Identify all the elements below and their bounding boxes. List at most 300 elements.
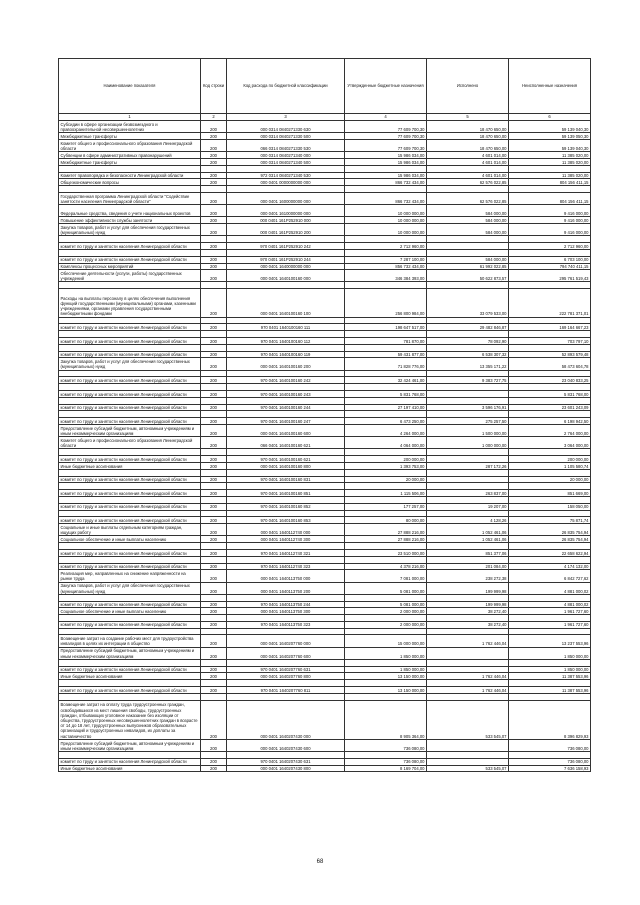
row-approved-amount: 346 384 393,00 bbox=[345, 270, 427, 282]
table-row bbox=[59, 224, 591, 236]
row-approved-amount: 736 080,00 bbox=[345, 739, 427, 751]
row-unexecuted-amount: 4 881 000,02 bbox=[509, 601, 591, 608]
row-indicator-name bbox=[59, 449, 201, 456]
row-budget-code: 000 0401 161P252910 000 bbox=[227, 217, 345, 224]
row-line-code: 200 bbox=[201, 205, 227, 217]
row-budget-code: 000 0401 1600000000 000 bbox=[227, 192, 345, 204]
row-executed-amount: 584 000,00 bbox=[427, 217, 509, 224]
table-row bbox=[59, 377, 591, 384]
row-executed-amount bbox=[427, 186, 509, 193]
row-line-code: 200 bbox=[201, 358, 227, 370]
row-line-code bbox=[201, 331, 227, 338]
table-row bbox=[59, 582, 591, 594]
row-unexecuted-amount bbox=[509, 384, 591, 391]
row-budget-code: 970 0401 1640100160 851 bbox=[227, 490, 345, 497]
row-indicator-name: Возмещение затрат на оплату труда трудоустроенных граждан, освободившихся из мест лишения свободы, трудоустроенных граждан, отбывающих уголовное наказание без изоляции от общества, трудоустроенных несовершеннолетних граждан в возрасте от 14 до 18 лет, трудоустроенных выпускников образовательных организаций и трудоустроенных инвалидов, их доплаты за наставничество bbox=[59, 700, 201, 739]
row-unexecuted-amount: 23 040 833,25 bbox=[509, 377, 591, 384]
row-line-code: 200 bbox=[201, 121, 227, 133]
row-budget-code bbox=[227, 165, 345, 172]
row-executed-amount: 33 079 533,00 bbox=[427, 289, 509, 317]
row-indicator-name: Субвенции в сфере административных правонарушений bbox=[59, 152, 201, 159]
table-row bbox=[59, 391, 591, 398]
row-unexecuted-amount: 9 416 000,00 bbox=[509, 205, 591, 217]
row-indicator-name bbox=[59, 370, 201, 377]
row-indicator-name: комитет по труду и занятости населения Ленинградской области bbox=[59, 621, 201, 628]
row-executed-amount bbox=[427, 556, 509, 563]
row-budget-code: 970 0401 1640100160 247 bbox=[227, 418, 345, 425]
row-budget-code: 000 0401 1640100160 800 bbox=[227, 462, 345, 469]
row-unexecuted-amount bbox=[509, 282, 591, 289]
column-number-row bbox=[59, 114, 591, 121]
row-unexecuted-amount: 75 871,74 bbox=[509, 517, 591, 524]
row-budget-code: 970 0401 1640100160 831 bbox=[227, 476, 345, 483]
row-budget-code: 000 0401 1640207760 800 bbox=[227, 673, 345, 680]
row-approved-amount: 736 080,00 bbox=[345, 758, 427, 765]
row-executed-amount: 584 000,00 bbox=[427, 224, 509, 236]
row-budget-code: 000 0401 1640207430 800 bbox=[227, 765, 345, 772]
row-executed-amount bbox=[427, 680, 509, 687]
table-row bbox=[59, 397, 591, 404]
row-indicator-name: комитет по труду и занятости населения Ленинградской области bbox=[59, 324, 201, 331]
table-row bbox=[59, 205, 591, 217]
table-row bbox=[59, 496, 591, 503]
row-approved-amount bbox=[345, 370, 427, 377]
row-unexecuted-amount bbox=[509, 659, 591, 666]
row-approved-amount: 200 000,00 bbox=[345, 456, 427, 463]
row-approved-amount bbox=[345, 752, 427, 759]
row-budget-code bbox=[227, 186, 345, 193]
row-line-code bbox=[201, 543, 227, 550]
row-indicator-name bbox=[59, 659, 201, 666]
row-unexecuted-amount: 59 139 050,30 bbox=[509, 133, 591, 140]
row-indicator-name: комитет по труду и занятости населения Ленинградской области bbox=[59, 517, 201, 524]
row-indicator-name bbox=[59, 384, 201, 391]
row-indicator-name: комитет по труду и занятости населения Ленинградской области bbox=[59, 549, 201, 556]
row-executed-amount bbox=[427, 331, 509, 338]
row-budget-code: 970 0401 1640100160 244 bbox=[227, 404, 345, 411]
row-executed-amount bbox=[427, 659, 509, 666]
table-row bbox=[59, 449, 591, 456]
row-unexecuted-amount: 6 703 100,00 bbox=[509, 256, 591, 263]
row-budget-code: 066 0401 1640100160 621 bbox=[227, 437, 345, 449]
row-indicator-name: комитет по труду и занятости населения Ленинградской области bbox=[59, 377, 201, 384]
row-line-code bbox=[201, 693, 227, 700]
row-line-code bbox=[201, 282, 227, 289]
row-unexecuted-amount: 804 156 411,15 bbox=[509, 179, 591, 186]
row-executed-amount: 4 601 014,00 bbox=[427, 152, 509, 159]
table-row bbox=[59, 263, 591, 270]
row-executed-amount: 50 622 873,57 bbox=[427, 270, 509, 282]
row-budget-code: 000 0401 1640000000 000 bbox=[227, 263, 345, 270]
row-executed-amount bbox=[427, 397, 509, 404]
row-budget-code: 000 0401 1640207760 600 bbox=[227, 647, 345, 659]
row-executed-amount bbox=[427, 543, 509, 550]
row-approved-amount: 8 169 704,00 bbox=[345, 765, 427, 772]
row-budget-code: 970 0401 1640100160 853 bbox=[227, 517, 345, 524]
row-indicator-name bbox=[59, 331, 201, 338]
row-unexecuted-amount bbox=[509, 693, 591, 700]
row-executed-amount: 275 257,50 bbox=[427, 418, 509, 425]
row-executed-amount: 584 000,00 bbox=[427, 256, 509, 263]
row-unexecuted-amount bbox=[509, 449, 591, 456]
row-approved-amount: 80 000,00 bbox=[345, 517, 427, 524]
row-executed-amount: 533 545,07 bbox=[427, 765, 509, 772]
row-line-code bbox=[201, 344, 227, 351]
row-unexecuted-amount bbox=[509, 344, 591, 351]
table-row bbox=[59, 192, 591, 204]
row-indicator-name: Предоставление субсидий бюджетным, автономным учреждениям и иным некоммерческим организациям bbox=[59, 425, 201, 437]
row-line-code: 200 bbox=[201, 437, 227, 449]
row-indicator-name: Комитет общего и профессионального образования Ленинградской области bbox=[59, 139, 201, 151]
table-row bbox=[59, 549, 591, 556]
row-unexecuted-amount bbox=[509, 680, 591, 687]
table-row bbox=[59, 469, 591, 476]
row-indicator-name: Комитет правопорядка и безопасности Ленинградской области bbox=[59, 172, 201, 179]
row-budget-code: 970 0401 1640100160 119 bbox=[227, 351, 345, 358]
table-row bbox=[59, 370, 591, 377]
row-executed-amount: 1 762 446,04 bbox=[427, 635, 509, 647]
row-line-code: 200 bbox=[201, 158, 227, 165]
table-row bbox=[59, 490, 591, 497]
row-indicator-name: комитет по труду и занятости населения Ленинградской области bbox=[59, 563, 201, 570]
row-line-code: 200 bbox=[201, 666, 227, 673]
row-approved-amount bbox=[345, 615, 427, 622]
row-indicator-name bbox=[59, 469, 201, 476]
row-budget-code bbox=[227, 469, 345, 476]
row-budget-code: 970 0401 1640100160 112 bbox=[227, 338, 345, 345]
row-unexecuted-amount: 6 842 727,62 bbox=[509, 570, 591, 582]
row-indicator-name: Иные бюджетные ассигнования bbox=[59, 673, 201, 680]
row-budget-code bbox=[227, 615, 345, 622]
row-unexecuted-amount: 736 080,00 bbox=[509, 739, 591, 751]
table-row bbox=[59, 536, 591, 543]
row-approved-amount: 866 732 434,00 bbox=[345, 192, 427, 204]
row-budget-code bbox=[227, 249, 345, 256]
row-approved-amount: 27 888 216,00 bbox=[345, 536, 427, 543]
row-executed-amount: 38 272,40 bbox=[427, 608, 509, 615]
table-row bbox=[59, 687, 591, 694]
row-line-code: 200 bbox=[201, 224, 227, 236]
row-line-code: 200 bbox=[201, 456, 227, 463]
row-indicator-name: комитет по труду и занятости населения Ленинградской области bbox=[59, 404, 201, 411]
row-budget-code: 000 0401 1640113750 300 bbox=[227, 608, 345, 615]
row-approved-amount: 6 473 250,00 bbox=[345, 418, 427, 425]
table-body bbox=[59, 121, 591, 772]
row-budget-code bbox=[227, 236, 345, 243]
row-approved-amount: 4 378 216,00 bbox=[345, 563, 427, 570]
row-indicator-name bbox=[59, 556, 201, 563]
table-row bbox=[59, 289, 591, 317]
row-line-code bbox=[201, 449, 227, 456]
table-row bbox=[59, 517, 591, 524]
row-executed-amount bbox=[427, 752, 509, 759]
row-budget-code: 000 0401 1640207430 600 bbox=[227, 739, 345, 751]
table-row bbox=[59, 700, 591, 739]
row-line-code: 200 bbox=[201, 351, 227, 358]
row-line-code bbox=[201, 483, 227, 490]
row-approved-amount: 4 264 000,00 bbox=[345, 425, 427, 437]
row-line-code: 200 bbox=[201, 192, 227, 204]
table-row bbox=[59, 543, 591, 550]
row-unexecuted-amount: 59 139 040,30 bbox=[509, 121, 591, 133]
row-unexecuted-amount bbox=[509, 370, 591, 377]
row-approved-amount: 13 150 000,00 bbox=[345, 673, 427, 680]
row-line-code: 200 bbox=[201, 549, 227, 556]
table-row bbox=[59, 483, 591, 490]
row-budget-code: 970 0401 1640112740 323 bbox=[227, 563, 345, 570]
row-budget-code bbox=[227, 659, 345, 666]
row-line-code: 200 bbox=[201, 758, 227, 765]
row-indicator-name bbox=[59, 165, 201, 172]
row-indicator-name: Государственная программа Ленинградской области "Содействие занятости населения Ленинградской области" bbox=[59, 192, 201, 204]
row-unexecuted-amount: 851 669,00 bbox=[509, 490, 591, 497]
row-budget-code: 000 0401 1640100160 100 bbox=[227, 289, 345, 317]
row-approved-amount bbox=[345, 543, 427, 550]
row-budget-code: 000 0401 1610000000 000 bbox=[227, 205, 345, 217]
row-line-code bbox=[201, 680, 227, 687]
row-line-code bbox=[201, 236, 227, 243]
row-unexecuted-amount: 13 237 553,96 bbox=[509, 635, 591, 647]
row-line-code: 200 bbox=[201, 425, 227, 437]
row-indicator-name: Социальное обеспечение и иные выплаты населению bbox=[59, 536, 201, 543]
row-line-code: 200 bbox=[201, 338, 227, 345]
row-executed-amount: 3 596 176,91 bbox=[427, 404, 509, 411]
row-unexecuted-amount bbox=[509, 397, 591, 404]
table-row bbox=[59, 476, 591, 483]
row-budget-code: 970 0401 1640100160 852 bbox=[227, 503, 345, 510]
row-approved-amount bbox=[345, 186, 427, 193]
row-approved-amount: 15 986 034,00 bbox=[345, 172, 427, 179]
row-indicator-name: Реализация мер, направленных на снижение напряженности на рынке труда bbox=[59, 570, 201, 582]
row-budget-code: 000 0401 161P252910 200 bbox=[227, 224, 345, 236]
header-line-code: Код строки bbox=[201, 59, 227, 114]
row-indicator-name: комитет по труду и занятости населения Ленинградской области bbox=[59, 338, 201, 345]
column-number: 1 bbox=[59, 114, 201, 121]
row-budget-code bbox=[227, 510, 345, 517]
row-approved-amount bbox=[345, 384, 427, 391]
row-indicator-name bbox=[59, 186, 201, 193]
row-line-code: 200 bbox=[201, 601, 227, 608]
row-executed-amount: 6 538 307,32 bbox=[427, 351, 509, 358]
row-approved-amount: 1 393 753,00 bbox=[345, 462, 427, 469]
row-line-code bbox=[201, 411, 227, 418]
row-budget-code: 970 0401 1640100160 621 bbox=[227, 456, 345, 463]
row-approved-amount: 7 287 100,00 bbox=[345, 256, 427, 263]
row-executed-amount bbox=[427, 647, 509, 659]
row-indicator-name: Федеральные средства, сведения о учете национальных проектов bbox=[59, 205, 201, 217]
row-line-code: 200 bbox=[201, 739, 227, 751]
row-indicator-name bbox=[59, 680, 201, 687]
row-line-code bbox=[201, 594, 227, 601]
row-indicator-name: Межбюджетные трансферты bbox=[59, 158, 201, 165]
row-approved-amount: 15 000 000,00 bbox=[345, 635, 427, 647]
row-approved-amount bbox=[345, 659, 427, 666]
row-executed-amount: 201 084,00 bbox=[427, 563, 509, 570]
row-unexecuted-amount: 804 156 411,15 bbox=[509, 192, 591, 204]
row-approved-amount bbox=[345, 628, 427, 635]
row-executed-amount bbox=[427, 510, 509, 517]
row-indicator-name bbox=[59, 397, 201, 404]
row-budget-code bbox=[227, 282, 345, 289]
row-executed-amount: 851 377,06 bbox=[427, 549, 509, 556]
row-budget-code: 000 0401 1640207760 000 bbox=[227, 635, 345, 647]
row-approved-amount: 5 081 000,00 bbox=[345, 582, 427, 594]
header-executed: Исполнено bbox=[427, 59, 509, 114]
row-line-code: 200 bbox=[201, 582, 227, 594]
row-indicator-name: комитет по труду и занятости населения Ленинградской области bbox=[59, 391, 201, 398]
row-approved-amount: 10 000 000,00 bbox=[345, 205, 427, 217]
row-budget-code: 000 0314 0840271340 000 bbox=[227, 152, 345, 159]
row-indicator-name: Предоставление субсидий бюджетным, автономным учреждениям и иным некоммерческим организациям bbox=[59, 739, 201, 751]
row-approved-amount bbox=[345, 483, 427, 490]
table-row bbox=[59, 615, 591, 622]
row-indicator-name: комитет по труду и занятости населения Ленинградской области bbox=[59, 758, 201, 765]
row-line-code: 200 bbox=[201, 391, 227, 398]
row-line-code: 200 bbox=[201, 647, 227, 659]
row-approved-amount: 5 081 000,00 bbox=[345, 601, 427, 608]
row-executed-amount: 1 762 446,04 bbox=[427, 673, 509, 680]
header-approved: Утвержденные бюджетные назначения bbox=[345, 59, 427, 114]
row-indicator-name: Закупка товаров, работ и услуг для обеспечения государственных (муниципальных) нужд bbox=[59, 358, 201, 370]
row-approved-amount: 866 732 434,00 bbox=[345, 179, 427, 186]
row-budget-code: 066 0314 0840271330 530 bbox=[227, 139, 345, 151]
row-budget-code: 000 0401 1640100160 200 bbox=[227, 358, 345, 370]
row-unexecuted-amount: 3 064 000,00 bbox=[509, 437, 591, 449]
row-indicator-name: комитет по труду и занятости населения Ленинградской области bbox=[59, 490, 201, 497]
table-row bbox=[59, 456, 591, 463]
row-executed-amount: 287 172,26 bbox=[427, 462, 509, 469]
row-unexecuted-amount bbox=[509, 752, 591, 759]
table-row bbox=[59, 384, 591, 391]
row-indicator-name bbox=[59, 752, 201, 759]
row-budget-code bbox=[227, 680, 345, 687]
row-approved-amount bbox=[345, 449, 427, 456]
row-indicator-name bbox=[59, 249, 201, 256]
row-approved-amount: 2 000 000,00 bbox=[345, 608, 427, 615]
table-row bbox=[59, 331, 591, 338]
row-budget-code: 000 0401 1640113750 000 bbox=[227, 570, 345, 582]
table-row bbox=[59, 282, 591, 289]
row-approved-amount: 256 800 984,00 bbox=[345, 289, 427, 317]
row-line-code bbox=[201, 249, 227, 256]
table-row bbox=[59, 765, 591, 772]
row-budget-code: 000 0401 1640112740 300 bbox=[227, 536, 345, 543]
row-approved-amount: 8 905 364,00 bbox=[345, 700, 427, 739]
row-executed-amount: 1 052 461,06 bbox=[427, 536, 509, 543]
table-row bbox=[59, 510, 591, 517]
row-executed-amount bbox=[427, 693, 509, 700]
row-unexecuted-amount bbox=[509, 615, 591, 622]
table-row bbox=[59, 601, 591, 608]
row-indicator-name: комитет по труду и занятости населения Ленинградской области bbox=[59, 666, 201, 673]
row-indicator-name: Субсидии в сфере организации безвозмездного и правоохранительной несовершеннолетних bbox=[59, 121, 201, 133]
row-approved-amount bbox=[345, 249, 427, 256]
row-indicator-name bbox=[59, 594, 201, 601]
row-indicator-name: Комитет общего и профессионального образования Ленинградской области bbox=[59, 437, 201, 449]
row-approved-amount: 13 150 000,00 bbox=[345, 687, 427, 694]
row-unexecuted-amount: 7 636 158,93 bbox=[509, 765, 591, 772]
table-row bbox=[59, 270, 591, 282]
row-indicator-name: Общеэкономические вопросы bbox=[59, 179, 201, 186]
budget-execution-table bbox=[58, 58, 591, 772]
row-budget-code bbox=[227, 483, 345, 490]
row-line-code: 200 bbox=[201, 524, 227, 536]
table-row bbox=[59, 411, 591, 418]
row-executed-amount: 533 545,07 bbox=[427, 700, 509, 739]
row-approved-amount bbox=[345, 556, 427, 563]
row-budget-code: 970 0401 1640113750 323 bbox=[227, 621, 345, 628]
column-number: 4 bbox=[345, 114, 427, 121]
row-unexecuted-amount bbox=[509, 496, 591, 503]
row-indicator-name bbox=[59, 510, 201, 517]
table-row bbox=[59, 358, 591, 370]
row-unexecuted-amount bbox=[509, 165, 591, 172]
row-indicator-name: комитет по труду и занятости населения Ленинградской области bbox=[59, 243, 201, 250]
table-row bbox=[59, 635, 591, 647]
row-executed-amount: 62 576 022,85 bbox=[427, 179, 509, 186]
row-approved-amount bbox=[345, 469, 427, 476]
row-unexecuted-amount: 20 000,00 bbox=[509, 476, 591, 483]
row-unexecuted-amount bbox=[509, 317, 591, 324]
row-line-code bbox=[201, 496, 227, 503]
header-unexecuted: Неисполненные назначения bbox=[509, 59, 591, 114]
row-line-code bbox=[201, 469, 227, 476]
table-row bbox=[59, 152, 591, 159]
row-line-code bbox=[201, 384, 227, 391]
table-row bbox=[59, 404, 591, 411]
row-budget-code: 970 0401 161P252910 244 bbox=[227, 256, 345, 263]
row-budget-code bbox=[227, 397, 345, 404]
row-executed-amount: 1 500 000,00 bbox=[427, 425, 509, 437]
row-line-code: 200 bbox=[201, 700, 227, 739]
page-number: 68 bbox=[316, 859, 324, 865]
row-approved-amount: 77 609 700,30 bbox=[345, 121, 427, 133]
row-budget-code bbox=[227, 384, 345, 391]
row-approved-amount: 32 424 461,00 bbox=[345, 377, 427, 384]
row-executed-amount bbox=[427, 628, 509, 635]
table-row bbox=[59, 680, 591, 687]
row-unexecuted-amount: 4 174 132,00 bbox=[509, 563, 591, 570]
row-indicator-name bbox=[59, 543, 201, 550]
row-unexecuted-amount bbox=[509, 556, 591, 563]
row-unexecuted-amount bbox=[509, 483, 591, 490]
row-approved-amount bbox=[345, 331, 427, 338]
table-row bbox=[59, 158, 591, 165]
row-unexecuted-amount: 26 835 754,94 bbox=[509, 536, 591, 543]
row-unexecuted-amount: 11 385 020,00 bbox=[509, 158, 591, 165]
row-budget-code: 000 0401 1640100160 000 bbox=[227, 270, 345, 282]
row-executed-amount bbox=[427, 384, 509, 391]
row-executed-amount: 584 000,00 bbox=[427, 205, 509, 217]
row-executed-amount: 29 482 846,87 bbox=[427, 324, 509, 331]
row-unexecuted-amount bbox=[509, 628, 591, 635]
row-unexecuted-amount: 11 385 020,00 bbox=[509, 172, 591, 179]
row-indicator-name: Закупка товаров, работ и услуг для обеспечения государственных (муниципальных) нужд bbox=[59, 582, 201, 594]
table-row bbox=[59, 739, 591, 751]
row-executed-amount: 9 383 727,75 bbox=[427, 377, 509, 384]
row-approved-amount bbox=[345, 693, 427, 700]
row-budget-code bbox=[227, 594, 345, 601]
row-indicator-name bbox=[59, 344, 201, 351]
row-budget-code: 000 0401 1640113750 200 bbox=[227, 582, 345, 594]
row-line-code bbox=[201, 317, 227, 324]
row-approved-amount bbox=[345, 344, 427, 351]
row-line-code bbox=[201, 165, 227, 172]
table-row bbox=[59, 344, 591, 351]
row-line-code: 200 bbox=[201, 536, 227, 543]
row-unexecuted-amount bbox=[509, 249, 591, 256]
row-approved-amount bbox=[345, 510, 427, 517]
